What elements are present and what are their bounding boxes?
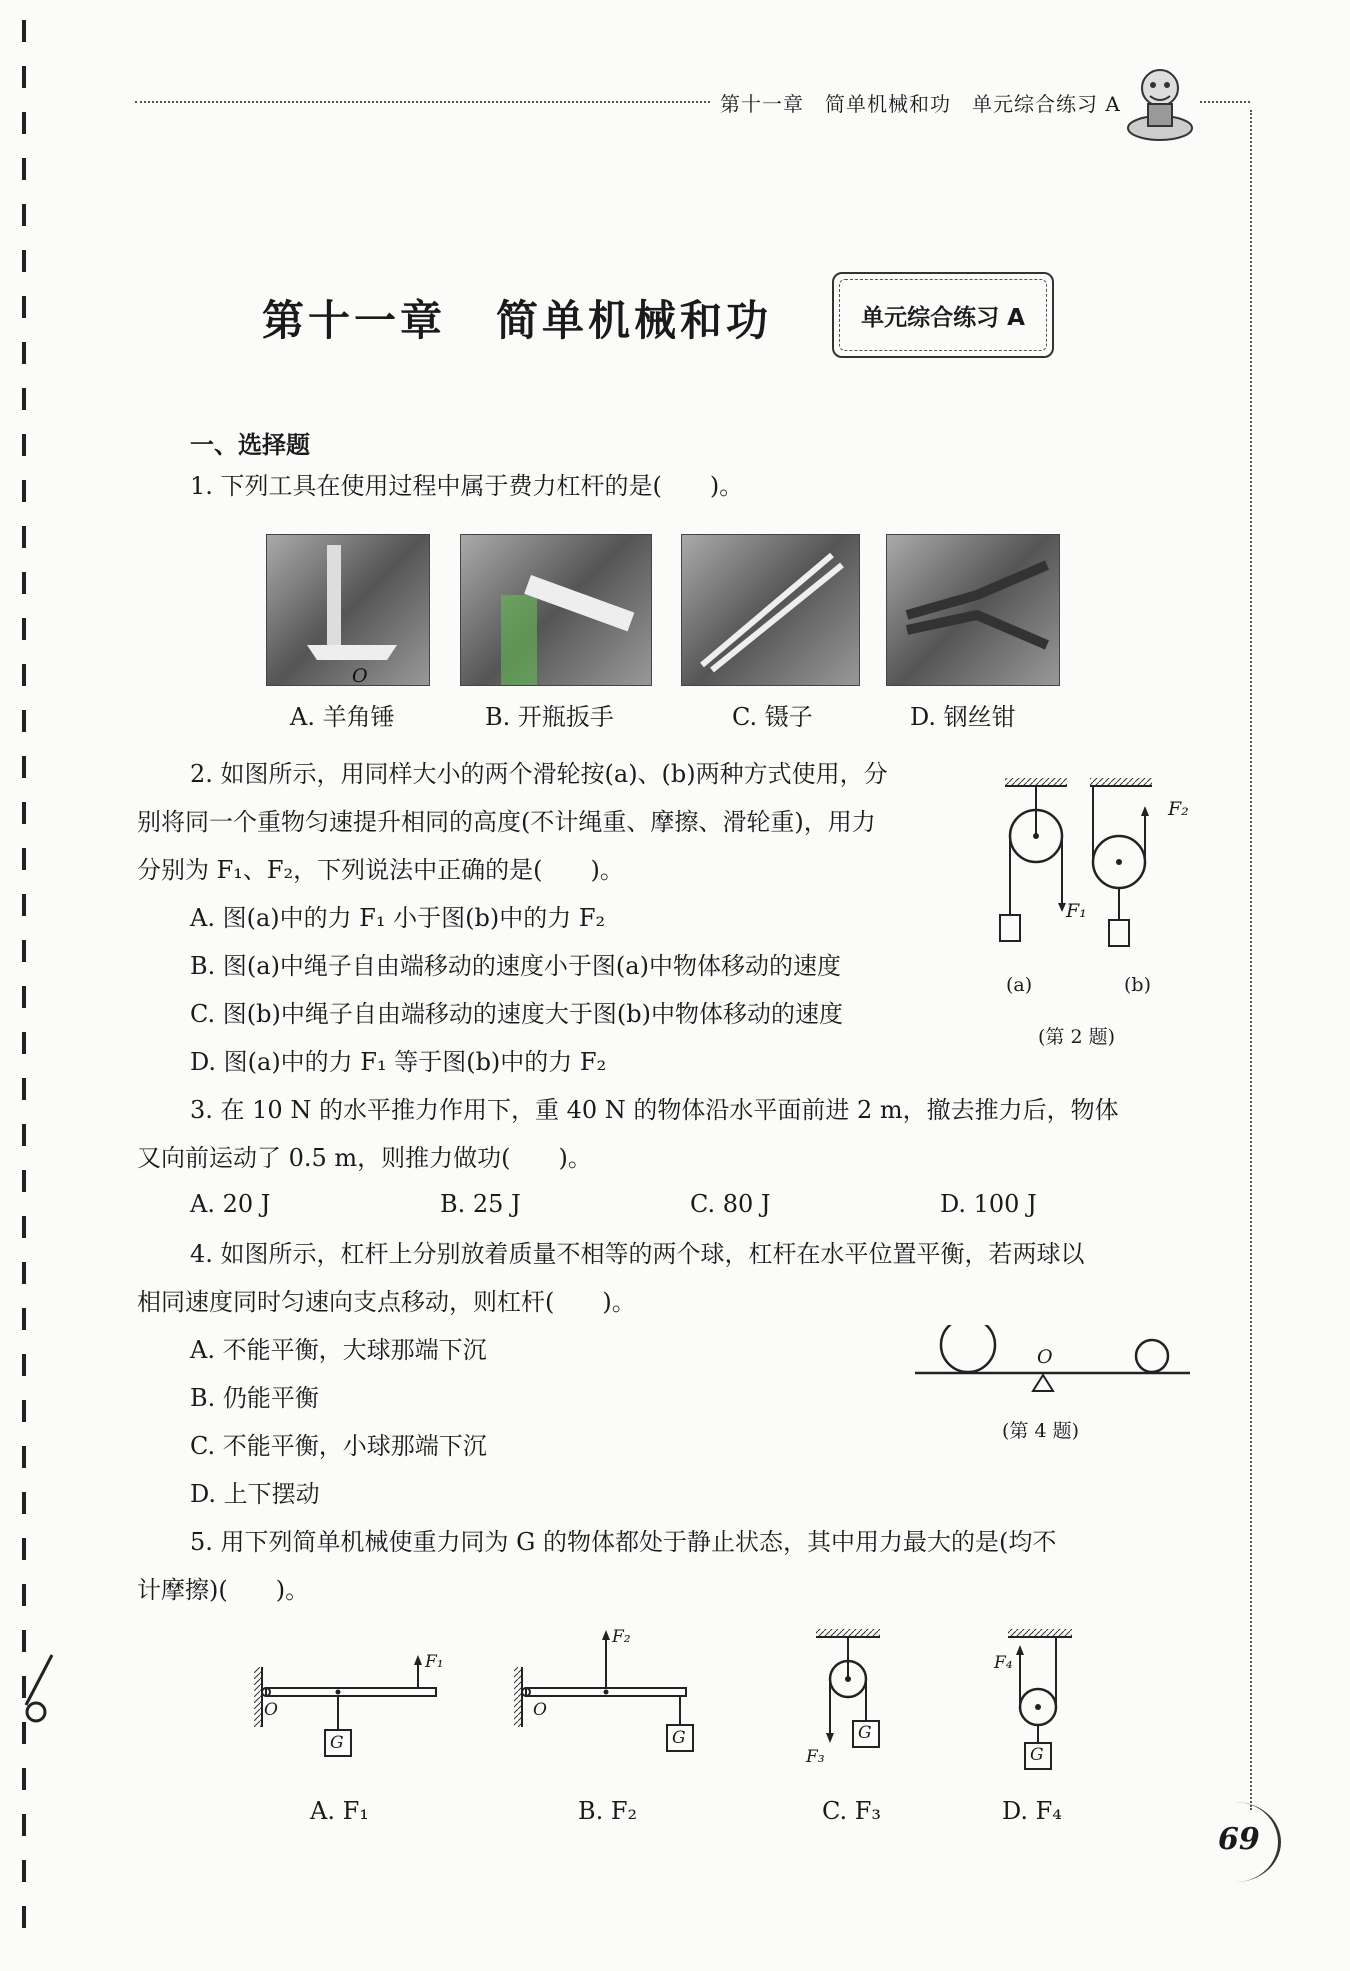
q5d-f4-label: F₄: [994, 1653, 1013, 1673]
q3-option-c: C. 80 J: [690, 1190, 771, 1218]
section-heading: 一、选择题: [190, 431, 310, 459]
q2-fig-caption: (第 2 题): [1038, 1026, 1115, 1048]
page-number: 69: [1218, 1822, 1260, 1857]
q2-option-b: B. 图(a)中绳子自由端移动的速度小于图(a)中物体移动的速度: [190, 952, 841, 980]
q1-caption-c: C. 镊子: [732, 703, 813, 731]
bottle-opener-photo: [460, 534, 652, 686]
q4-pivot-label: O: [1037, 1346, 1053, 1368]
q4-option-d: D. 上下摆动: [190, 1480, 320, 1508]
q5b-f2-label: F₂: [612, 1627, 631, 1647]
q3-line-1: 3. 在 10 N 的水平推力作用下，重 40 N 的物体沿水平面前进 2 m，撤去推力后，物体: [190, 1096, 1119, 1124]
q4-option-c: C. 不能平衡，小球那端下沉: [190, 1432, 487, 1460]
q5a-f1-label: F₁: [425, 1652, 444, 1672]
q5b-o-label: O: [533, 1700, 547, 1720]
q4-option-a: A. 不能平衡，大球那端下沉: [190, 1336, 487, 1364]
clip-icon: [14, 1650, 64, 1730]
q5-caption-d: D. F₄: [1002, 1797, 1062, 1825]
chapter-title: [262, 288, 772, 348]
q5b-g-label: G: [672, 1728, 686, 1748]
header-rule-right: [1200, 101, 1250, 103]
running-header: 第十一章 简单机械和功 单元综合练习 A: [720, 92, 1121, 116]
right-frame-rule: [1250, 110, 1256, 1810]
chapter-name: 简单机械和功: [496, 296, 773, 345]
q1-caption-d: D. 钢丝钳: [910, 703, 1016, 731]
exercise-badge: [832, 272, 1054, 358]
hammer-photo: [266, 534, 430, 686]
q5c-g-label: G: [858, 1723, 872, 1743]
q3-option-d: D. 100 J: [940, 1190, 1037, 1218]
q4-line-1: 4. 如图所示，杠杆上分别放着质量不相等的两个球，杠杆在水平位置平衡，若两球以: [190, 1240, 1085, 1268]
q4-line-2: 相同速度同时匀速向支点移动，则杠杆( )。: [137, 1288, 636, 1316]
q2-line-2: 别将同一个重物匀速提升相同的高度(不计绳重、摩擦、滑轮重)，用力: [137, 808, 876, 836]
q4-fig-caption: (第 4 题): [1002, 1420, 1079, 1442]
q5c-f3-label: F₃: [806, 1747, 825, 1767]
q5d-g-label: G: [1030, 1745, 1044, 1765]
q2-line-1: 2. 如图所示，用同样大小的两个滑轮按(a)、(b)两种方式使用，分: [190, 760, 888, 788]
q3-line-2: 又向前运动了 0.5 m，则推力做功( )。: [137, 1144, 592, 1172]
header-rule: [135, 101, 710, 103]
q5-line-1: 5. 用下列简单机械使重力同为 G 的物体都处于静止状态，其中用力最大的是(均不: [190, 1528, 1057, 1556]
q5-caption-c: C. F₃: [822, 1797, 882, 1825]
q5-caption-b: B. F₂: [578, 1797, 638, 1825]
q5a-o-label: O: [264, 1700, 278, 1720]
tweezers-photo: [681, 534, 860, 686]
q4-option-b: B. 仍能平衡: [190, 1384, 319, 1412]
q3-option-a: A. 20 J: [190, 1190, 271, 1218]
q5-caption-a: A. F₁: [310, 1797, 369, 1825]
hammer-pivot-label: O: [352, 665, 368, 687]
q2-option-d: D. 图(a)中的力 F₁ 等于图(b)中的力 F₂: [190, 1048, 607, 1076]
q2-f1-label: F₁: [1066, 900, 1087, 922]
q2-line-3: 分别为 F₁、F₂，下列说法中正确的是( )。: [137, 856, 624, 884]
q2-option-a: A. 图(a)中的力 F₁ 小于图(b)中的力 F₂: [190, 904, 606, 932]
q2-fig-a-label: (a): [1006, 974, 1033, 996]
q5-line-2: 计摩擦)( )。: [137, 1576, 310, 1604]
mascot-icon: [1120, 60, 1200, 145]
pliers-photo: [886, 534, 1060, 686]
q5a-g-label: G: [330, 1733, 344, 1753]
q5-machines-figure: [248, 1625, 1088, 1790]
q2-f2-label: F₂: [1168, 798, 1189, 820]
badge-label: 单元综合练习 A: [861, 304, 1025, 331]
chapter-number: 第十一章: [262, 296, 447, 345]
q3-option-b: B. 25 J: [440, 1190, 521, 1218]
q1-stem: 1. 下列工具在使用过程中属于费力杠杆的是( )。: [190, 472, 744, 500]
q1-caption-b: B. 开瓶扳手: [485, 703, 614, 731]
q1-caption-a: A. 羊角锤: [290, 703, 395, 731]
q2-option-c: C. 图(b)中绳子自由端移动的速度大于图(b)中物体移动的速度: [190, 1000, 843, 1028]
q2-fig-b-label: (b): [1124, 974, 1151, 996]
